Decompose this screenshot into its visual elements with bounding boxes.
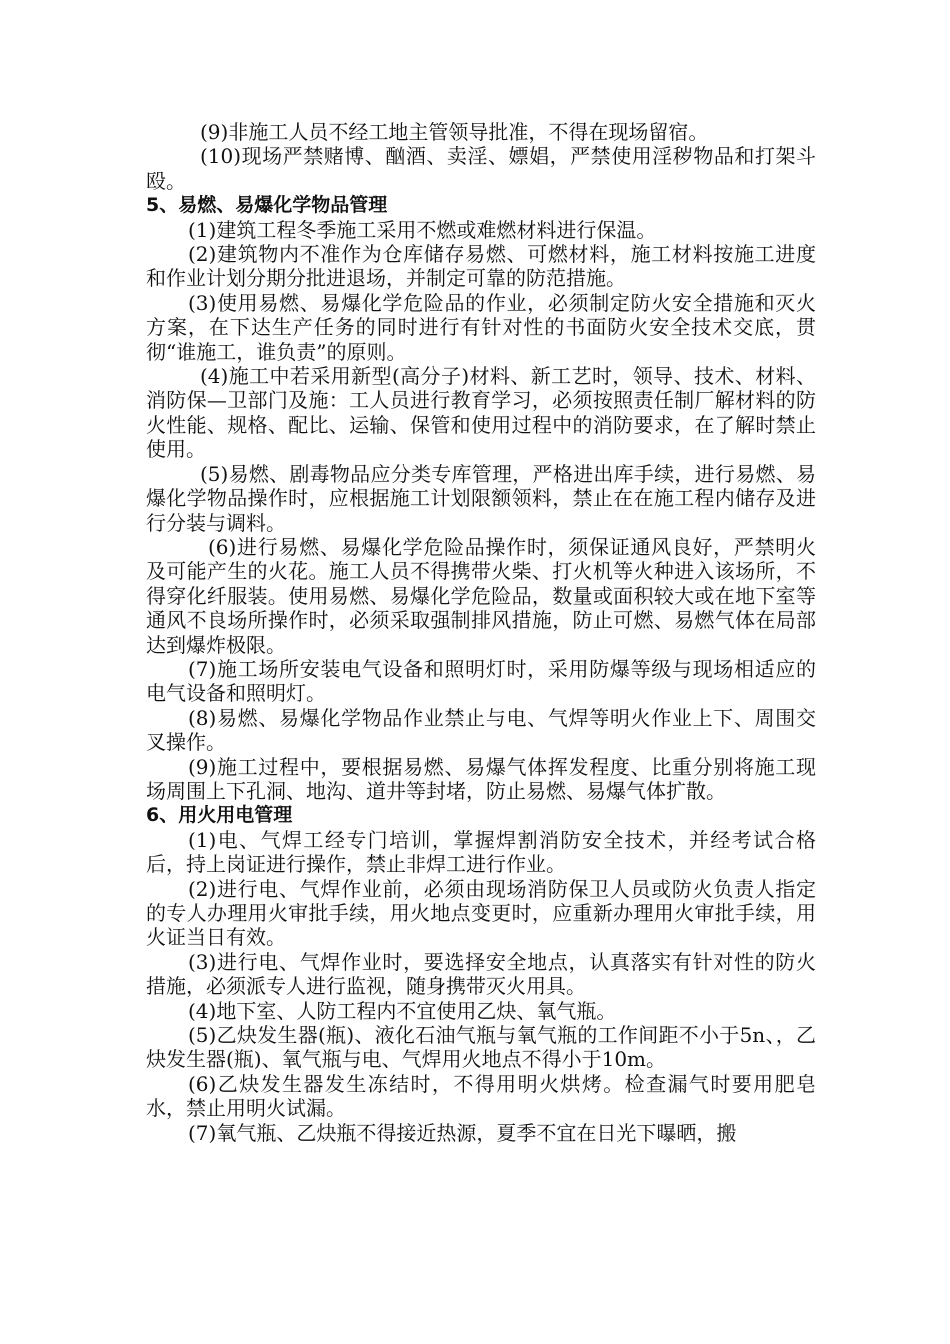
- paragraph: (9)非施工人员不经工地主管领导批准，不得在现场留宿。: [200, 120, 709, 144]
- paragraph: (3)使用易燃、易爆化学危险品的作业，必须制定防火安全措施和灭火方案，在下达生产任务的同时进行有针对性的书面防火安全技术交底，贯彻“谁施工，谁负责”的原则。: [146, 290, 816, 364]
- paragraph: (7)氧气瓶、乙炔瓶不得接近热源，夏季不宜在日光下曝晒，搬: [188, 1120, 737, 1145]
- paragraph: (5)乙炔发生器(瓶)、液化石油气瓶与氧气瓶的工作间距不小于5n、，乙炔发生器(瓶)、氧气瓶与电、气焊用火地点不得小于10m。: [146, 1023, 816, 1072]
- paragraph: (9)施工过程中，要根据易燃、易爆气体挥发程度、比重分别将施工现场周围上下孔洞、地沟、道井等封堵，防止易燃、易爆气体扩散。: [146, 754, 816, 803]
- paragraph: (10)现场严禁赌博、酗酒、卖淫、嫖娼，严禁使用淫秽物品和打架斗殴。: [146, 144, 816, 193]
- paragraph: (6)乙炔发生器发生冻结时，不得用明火烘烤。检查漏气时要用肥皂水，禁止用明火试漏。: [146, 1071, 816, 1121]
- paragraph: (3)进行电、气焊作业时，要选择安全地点，认真落实有针对性的防火措施，必须派专人进行监视，随身携带灭火用具。: [146, 949, 816, 999]
- paragraph: (1)电、气焊工经专门培训，掌握焊割消防安全技术，并经考试合格后，持上岗证进行操作，禁止非焊工进行作业。: [146, 827, 816, 877]
- paragraph: (2)建筑物内不准作为仓库储存易燃、可燃材料，施工材料按施工进度和作业计划分期分批进退场，并制定可靠的防范措施。: [146, 242, 816, 291]
- section-heading: 6、用火用电管理: [146, 804, 293, 827]
- paragraph: (4)施工中若采用新型(高分子)材料、新工艺时，领导、技术、材料、消防保—卫部门及施：工人员进行教育学习，必须按照责任制厂解材料的防火性能、规格、配比、运输、保管和使用过程中的消防要求，在了解时禁止使用。: [146, 364, 816, 462]
- body-text: [146, 120, 816, 1145]
- paragraph: (4)地下室、人防工程内不宜使用乙炔、氧气瓶。: [188, 998, 617, 1023]
- paragraph: (8)易燃、易爆化学物品作业禁止与电、气焊等明火作业上下、周围交叉操作。: [146, 705, 816, 755]
- section-heading: 5、易燃、易爆化学物品管理: [146, 194, 388, 217]
- paragraph: (2)进行电、气焊作业前，必须由现场消防保卫人员或防火负责人指定的专人办理用火审批手续，用火地点变更时，应重新办理用火审批手续，用火证当日有效。: [146, 876, 816, 950]
- paragraph: (7)施工场所安装电气设备和照明灯时，采用防爆等级与现场相适应的电气设备和照明灯。: [146, 656, 816, 706]
- paragraph: (1)建筑工程冬季施工采用不燃或难燃材料进行保温。: [188, 217, 657, 242]
- paragraph: (6)进行易燃、易爆化学危险品操作时，须保证通风良好，严禁明火及可能产生的火花。施工人员不得携带火柴、打火机等火种进入该场所，不得穿化纤服装。使用易燃、易爆化学危险品，数量或面积较大或在地下室等通风不良场所操作时，必须采取强制排风措施，防止可燃、易燃气体在局部达到爆炸极限。: [146, 534, 816, 657]
- paragraph: (5)易燃、剧毒物品应分类专库管理，严格进出库手续，进行易燃、易爆化学物品操作时，应根据施工计划限额领料，禁止在在施工程内储存及进行分装与调料。: [146, 461, 816, 535]
